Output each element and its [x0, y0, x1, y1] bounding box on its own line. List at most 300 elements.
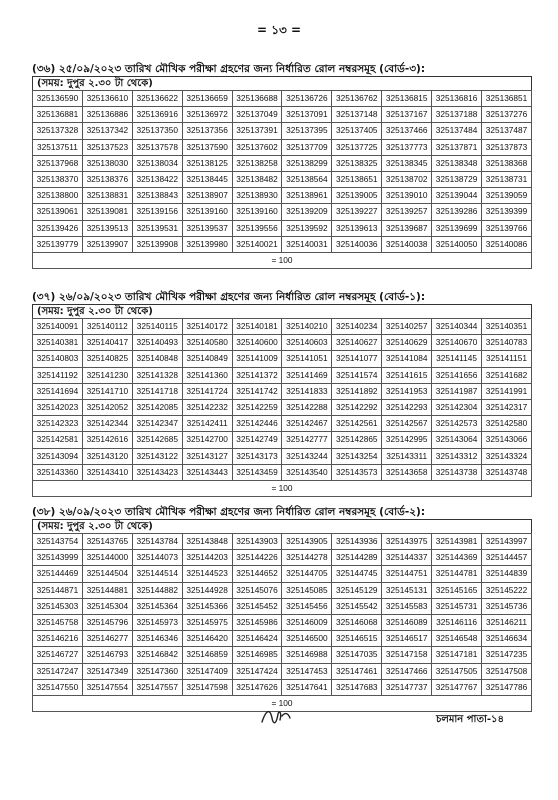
roll-number-cell: 325142573	[432, 416, 482, 432]
roll-number-cell: 325143936	[332, 534, 382, 550]
roll-number-cell: 325147349	[82, 663, 132, 679]
section-time: (সময়: দুপুর ২.৩০ টা থেকে)	[32, 304, 532, 318]
table-row	[33, 367, 532, 383]
table-row	[33, 139, 532, 155]
roll-number-cell: 325146548	[432, 631, 482, 647]
table-row	[33, 534, 532, 550]
table-row	[33, 399, 532, 415]
roll-number-cell: 325141656	[432, 367, 482, 383]
roll-number-cell: 325141372	[232, 367, 282, 383]
roll-number-cell: 325137391	[232, 123, 282, 139]
roll-number-cell: 325138258	[232, 155, 282, 171]
roll-number-cell: 325145131	[382, 582, 432, 598]
roll-number-cell: 325138370	[33, 171, 83, 187]
roll-number-cell: 325143311	[382, 448, 432, 464]
roll-number-cell: 325143903	[232, 534, 282, 550]
roll-number-cell: 325143748	[482, 464, 532, 480]
roll-number-cell: 325142232	[182, 399, 232, 415]
roll-number-cell: 325145366	[182, 598, 232, 614]
roll-number-cell: 325137968	[33, 155, 83, 171]
table-row	[33, 123, 532, 139]
roll-number-cell: 325147550	[33, 679, 83, 695]
roll-number-cell: 325143975	[382, 534, 432, 550]
roll-number-cell: 325146517	[382, 631, 432, 647]
roll-number-cell: 325138729	[432, 171, 482, 187]
roll-number-cell: 325145583	[382, 598, 432, 614]
roll-number-cell: 325146211	[482, 614, 532, 630]
roll-number-cell: 325147247	[33, 663, 83, 679]
roll-section-37	[32, 291, 532, 497]
roll-number-cell: 325142293	[382, 399, 432, 415]
table-row	[33, 171, 532, 187]
roll-number-cell: 325142052	[82, 399, 132, 415]
roll-number-cell: 325140181	[232, 319, 282, 335]
roll-number-cell: 325146346	[132, 631, 182, 647]
roll-number-cell: 325143981	[432, 534, 482, 550]
roll-number-cell: 325145736	[482, 598, 532, 614]
roll-number-cell: 325142995	[382, 432, 432, 448]
roll-number-cell: 325144871	[33, 582, 83, 598]
roll-number-cell: 325144000	[82, 550, 132, 566]
roll-number-cell: 325137487	[482, 123, 532, 139]
roll-number-cell: 325138930	[232, 188, 282, 204]
roll-number-cell: 325142865	[332, 432, 382, 448]
roll-number-cell: 325139513	[82, 220, 132, 236]
roll-number-cell: 325142777	[282, 432, 332, 448]
roll-number-cell: 325136886	[82, 107, 132, 123]
roll-number-cell: 325145758	[33, 614, 83, 630]
table-row	[33, 598, 532, 614]
roll-number-cell: 325138651	[332, 171, 382, 187]
roll-number-cell: 325140115	[132, 319, 182, 335]
roll-number-cell: 325141192	[33, 367, 83, 383]
roll-number-cell: 325147557	[132, 679, 182, 695]
roll-number-cell: 325146500	[282, 631, 332, 647]
roll-number-cell: 325138299	[282, 155, 332, 171]
roll-number-cell: 325144337	[382, 550, 432, 566]
roll-number-cell: 325143459	[232, 464, 282, 480]
table-row	[33, 335, 532, 351]
roll-number-cell: 325136726	[282, 91, 332, 107]
table-row	[33, 416, 532, 432]
roll-number-cell: 325141694	[33, 383, 83, 399]
roll-number-cell: 325145542	[332, 598, 382, 614]
roll-number-cell: 325139613	[332, 220, 382, 236]
roll-number-cell: 325142581	[33, 432, 83, 448]
roll-number-cell: 325139044	[432, 188, 482, 204]
roll-number-cell: 325146985	[232, 647, 282, 663]
roll-number-cell: 325147235	[482, 647, 532, 663]
roll-number-cell: 325143573	[332, 464, 382, 480]
roll-number-cell: 325146859	[182, 647, 232, 663]
table-row	[33, 550, 532, 566]
roll-number-cell: 325138345	[382, 155, 432, 171]
roll-number-cell: 325143997	[482, 534, 532, 550]
roll-number-cell: 325140600	[232, 335, 282, 351]
roll-number-cell: 325147409	[182, 663, 232, 679]
roll-number-cell: 325141574	[332, 367, 382, 383]
roll-number-cell: 325140257	[382, 319, 432, 335]
roll-number-cell: 325137091	[282, 107, 332, 123]
table-row	[33, 220, 532, 236]
roll-number-cell: 325139160	[182, 204, 232, 220]
roll-number-cell: 325139010	[382, 188, 432, 204]
roll-number-cell: 325138800	[33, 188, 83, 204]
roll-number-cell: 325147737	[382, 679, 432, 695]
roll-number-cell: 325138731	[482, 171, 532, 187]
roll-number-cell: 325141360	[182, 367, 232, 383]
roll-number-cell: 325144504	[82, 566, 132, 582]
roll-number-cell: 325147554	[82, 679, 132, 695]
roll-number-cell: 325136916	[132, 107, 182, 123]
roll-number-cell: 325141009	[232, 351, 282, 367]
roll-number-cell: 325137871	[432, 139, 482, 155]
roll-number-cell: 325141230	[82, 367, 132, 383]
section-title: (৩৮) ২৬/০৯/২০২৩ তারিখ মৌখিক পরীক্ষা গ্রহণের জন্য নির্ধারিত রোল নম্বরসমূহ (বোর্ড-২):	[32, 506, 426, 518]
roll-number-cell: 325136590	[33, 91, 83, 107]
roll-number-cell: 325139156	[132, 204, 182, 220]
roll-number-cell: 325144882	[132, 582, 182, 598]
roll-number-cell: 325143738	[432, 464, 482, 480]
roll-number-cell: 325147683	[332, 679, 382, 695]
roll-number-cell: 325142446	[232, 416, 282, 432]
roll-number-cell: 325140112	[82, 319, 132, 335]
roll-number-cell: 325137466	[382, 123, 432, 139]
roll-number-cell: 325139687	[382, 220, 432, 236]
roll-number-cell: 325141077	[332, 351, 382, 367]
roll-number-cell: 325146277	[82, 631, 132, 647]
roll-number-cell: 325144369	[432, 550, 482, 566]
roll-number-cell: 325146634	[482, 631, 532, 647]
roll-number-cell: 325145731	[432, 598, 482, 614]
section-time: (সময়: দুপুর ২.৩০ টা থেকে)	[32, 519, 532, 533]
roll-number-cell: 325140670	[432, 335, 482, 351]
table-row	[33, 448, 532, 464]
roll-number-cell: 325147158	[382, 647, 432, 663]
roll-number-cell: 325143999	[33, 550, 83, 566]
roll-number-cell: 325142259	[232, 399, 282, 415]
roll-number-cell: 325142411	[182, 416, 232, 432]
roll-number-cell: 325140493	[132, 335, 182, 351]
roll-number-cell: 325140848	[132, 351, 182, 367]
roll-number-cell: 325145222	[482, 582, 532, 598]
roll-number-cell: 325138702	[382, 171, 432, 187]
roll-number-cell: 325145796	[82, 614, 132, 630]
roll-number-cell: 325146089	[382, 614, 432, 630]
roll-number-cell: 325137328	[33, 123, 83, 139]
roll-number-cell: 325140627	[332, 335, 382, 351]
table-row	[33, 663, 532, 679]
roll-number-cell: 325137049	[232, 107, 282, 123]
roll-number-cell: 325138445	[182, 171, 232, 187]
roll-number-cell: 325143064	[432, 432, 482, 448]
roll-number-cell: 325140417	[82, 335, 132, 351]
roll-number-cell: 325137188	[432, 107, 482, 123]
roll-number-cell: 325146793	[82, 647, 132, 663]
roll-number-cell: 325143254	[332, 448, 382, 464]
roll-number-cell: 325137511	[33, 139, 83, 155]
roll-number-cell: 325145364	[132, 598, 182, 614]
roll-number-cell: 325143443	[182, 464, 232, 480]
roll-number-cell: 325140849	[182, 351, 232, 367]
roll-number-cell: 325140086	[482, 236, 532, 252]
roll-number-cell: 325137602	[232, 139, 282, 155]
table-row	[33, 236, 532, 252]
roll-number-cell: 325142023	[33, 399, 83, 415]
roll-number-cell: 325137578	[132, 139, 182, 155]
roll-number-cell: 325142317	[482, 399, 532, 415]
roll-number-cell: 325143754	[33, 534, 83, 550]
roll-number-cell: 325144745	[332, 566, 382, 582]
roll-number-cell: 325136659	[182, 91, 232, 107]
roll-number-cell: 325137484	[432, 123, 482, 139]
section-time: (সময়: দুপুর ২.৩০ টা থেকে)	[32, 76, 532, 90]
roll-number-cell: 325139556	[232, 220, 282, 236]
roll-number-cell: 325136881	[33, 107, 83, 123]
roll-number-cell: 325146116	[432, 614, 482, 630]
total-count: = 100	[33, 480, 532, 496]
roll-number-cell: 325147453	[282, 663, 332, 679]
roll-number-cell: 325140210	[282, 319, 332, 335]
roll-number-cell: 325146842	[132, 647, 182, 663]
roll-number-cell: 325141051	[282, 351, 332, 367]
total-row	[33, 252, 532, 268]
table-row	[33, 155, 532, 171]
roll-number-cell: 325144073	[132, 550, 182, 566]
roll-number-cell: 325140036	[332, 236, 382, 252]
roll-number-cell: 325140172	[182, 319, 232, 335]
roll-number-cell: 325142347	[132, 416, 182, 432]
roll-number-cell: 325142580	[482, 416, 532, 432]
table-row	[33, 383, 532, 399]
roll-number-cell: 325143120	[82, 448, 132, 464]
roll-number-cell: 325141615	[382, 367, 432, 383]
roll-number-cell: 325146424	[232, 631, 282, 647]
roll-number-cell: 325142700	[182, 432, 232, 448]
roll-number-cell: 325136610	[82, 91, 132, 107]
roll-number-cell: 325144928	[182, 582, 232, 598]
roll-number-cell: 325147626	[232, 679, 282, 695]
roll-section-38	[32, 506, 532, 712]
roll-number-cell: 325138422	[132, 171, 182, 187]
roll-number-cell: 325141742	[232, 383, 282, 399]
roll-number-cell: 325146420	[182, 631, 232, 647]
table-row	[33, 582, 532, 598]
roll-number-cell: 325140234	[332, 319, 382, 335]
roll-section-36	[32, 63, 532, 269]
roll-number-cell: 325145452	[232, 598, 282, 614]
roll-number-cell: 325139537	[182, 220, 232, 236]
roll-number-cell: 325137276	[482, 107, 532, 123]
roll-number-cell: 325143905	[282, 534, 332, 550]
roll-number-cell: 325143423	[132, 464, 182, 480]
roll-number-cell: 325140803	[33, 351, 83, 367]
roll-number-cell: 325146009	[282, 614, 332, 630]
roll-number-cell: 325139399	[482, 204, 532, 220]
roll-number-cell: 325147598	[182, 679, 232, 695]
roll-number-cell: 325144203	[182, 550, 232, 566]
roll-number-cell: 325139227	[332, 204, 382, 220]
table-row	[33, 432, 532, 448]
roll-number-cell: 325143658	[382, 464, 432, 480]
roll-number-cell: 325144781	[432, 566, 482, 582]
table-row	[33, 679, 532, 695]
roll-number-cell: 325143066	[482, 432, 532, 448]
roll-number-cell: 325141145	[432, 351, 482, 367]
roll-number-cell: 325140031	[282, 236, 332, 252]
roll-number-cell: 325142085	[132, 399, 182, 415]
roll-number-cell: 325139699	[432, 220, 482, 236]
roll-number-cell: 325143848	[182, 534, 232, 550]
roll-number-cell: 325147786	[482, 679, 532, 695]
roll-number-cell: 325138034	[132, 155, 182, 171]
roll-number-cell: 325141953	[382, 383, 432, 399]
roll-number-cell: 325142567	[382, 416, 432, 432]
table-row	[33, 647, 532, 663]
roll-number-cell: 325140580	[182, 335, 232, 351]
roll-number-cell: 325137356	[182, 123, 232, 139]
roll-number-cell: 325143127	[182, 448, 232, 464]
roll-number-cell: 325141151	[482, 351, 532, 367]
roll-number-cell: 325141892	[332, 383, 382, 399]
roll-number-cell: 325136762	[332, 91, 382, 107]
table-row	[33, 464, 532, 480]
roll-table	[32, 90, 532, 269]
roll-number-cell: 325143173	[232, 448, 282, 464]
roll-number-cell: 325137395	[282, 123, 332, 139]
roll-number-cell: 325141991	[482, 383, 532, 399]
roll-number-cell: 325147360	[132, 663, 182, 679]
roll-number-cell: 325136622	[132, 91, 182, 107]
section-title: (৩৬) ২৫/০৯/২০২৩ তারিখ মৌখিক পরীক্ষা গ্রহণের জন্য নির্ধারিত রোল নম্বরসমূহ (বোর্ড-৩):	[32, 63, 426, 75]
roll-number-cell: 325140783	[482, 335, 532, 351]
roll-number-cell: 325145986	[232, 614, 282, 630]
roll-number-cell: 325137148	[332, 107, 382, 123]
roll-number-cell: 325147767	[432, 679, 482, 695]
roll-number-cell: 325137523	[82, 139, 132, 155]
roll-number-cell: 325147461	[332, 663, 382, 679]
roll-number-cell: 325144514	[132, 566, 182, 582]
roll-number-cell: 325139980	[182, 236, 232, 252]
roll-number-cell: 325139059	[482, 188, 532, 204]
roll-number-cell: 325141987	[432, 383, 482, 399]
table-row	[33, 107, 532, 123]
roll-number-cell: 325145975	[182, 614, 232, 630]
roll-number-cell: 325139160	[232, 204, 282, 220]
roll-number-cell: 325138125	[182, 155, 232, 171]
roll-number-cell: 325147035	[332, 647, 382, 663]
roll-number-cell: 325142616	[82, 432, 132, 448]
roll-number-cell: 325141718	[132, 383, 182, 399]
roll-number-cell: 325139061	[33, 204, 83, 220]
roll-number-cell: 325137873	[482, 139, 532, 155]
roll-number-cell: 325144469	[33, 566, 83, 582]
roll-table	[32, 318, 532, 497]
roll-number-cell: 325144751	[382, 566, 432, 582]
roll-number-cell: 325147424	[232, 663, 282, 679]
table-row	[33, 631, 532, 647]
roll-number-cell: 325143360	[33, 464, 83, 480]
section-title: (৩৭) ২৬/০৯/২০২৩ তারিখ মৌখিক পরীক্ষা গ্রহণের জন্য নির্ধারিত রোল নম্বরসমূহ (বোর্ড-১):	[32, 291, 426, 303]
roll-number-cell: 325141469	[282, 367, 332, 383]
roll-number-cell: 325141682	[482, 367, 532, 383]
roll-number-cell: 325139286	[432, 204, 482, 220]
roll-number-cell: 325147641	[282, 679, 332, 695]
roll-number-cell: 325137350	[132, 123, 182, 139]
roll-number-cell: 325144523	[182, 566, 232, 582]
roll-number-cell: 325140091	[33, 319, 83, 335]
roll-number-cell: 325136851	[482, 91, 532, 107]
table-row	[33, 319, 532, 335]
table-row	[33, 614, 532, 630]
roll-number-cell: 325138348	[432, 155, 482, 171]
roll-number-cell: 325144289	[332, 550, 382, 566]
roll-number-cell: 325140603	[282, 335, 332, 351]
roll-number-cell: 325139779	[33, 236, 83, 252]
roll-number-cell: 325138368	[482, 155, 532, 171]
roll-number-cell: 325145304	[82, 598, 132, 614]
roll-number-cell: 325137709	[282, 139, 332, 155]
roll-number-cell: 325147466	[382, 663, 432, 679]
roll-number-cell: 325144226	[232, 550, 282, 566]
roll-number-cell: 325136972	[182, 107, 232, 123]
roll-number-cell: 325136688	[232, 91, 282, 107]
roll-number-cell: 325144652	[232, 566, 282, 582]
total-count: = 100	[33, 695, 532, 711]
roll-number-cell: 325137405	[332, 123, 382, 139]
roll-number-cell: 325143122	[132, 448, 182, 464]
table-row	[33, 91, 532, 107]
table-row	[33, 188, 532, 204]
roll-number-cell: 325147505	[432, 663, 482, 679]
roll-number-cell: 325139209	[282, 204, 332, 220]
roll-number-cell: 325143094	[33, 448, 83, 464]
roll-number-cell: 325145129	[332, 582, 382, 598]
roll-number-cell: 325141833	[282, 383, 332, 399]
roll-number-cell: 325144278	[282, 550, 332, 566]
roll-number-cell: 325137342	[82, 123, 132, 139]
roll-number-cell: 325146216	[33, 631, 83, 647]
table-row	[33, 204, 532, 220]
total-row	[33, 480, 532, 496]
roll-number-cell: 325140351	[482, 319, 532, 335]
roll-number-cell: 325142344	[82, 416, 132, 432]
roll-number-cell: 325145973	[132, 614, 182, 630]
roll-number-cell: 325137725	[332, 139, 382, 155]
signature-icon	[258, 704, 294, 730]
roll-number-cell: 325140050	[432, 236, 482, 252]
roll-number-cell: 325136816	[432, 91, 482, 107]
roll-number-cell: 325141328	[132, 367, 182, 383]
roll-number-cell: 325138564	[282, 171, 332, 187]
roll-number-cell: 325137590	[182, 139, 232, 155]
roll-number-cell: 325146727	[33, 647, 83, 663]
roll-number-cell: 325138907	[182, 188, 232, 204]
roll-number-cell: 325147181	[432, 647, 482, 663]
roll-number-cell: 325139908	[132, 236, 182, 252]
roll-number-cell: 325143765	[82, 534, 132, 550]
roll-number-cell: 325140038	[382, 236, 432, 252]
roll-number-cell: 325138376	[82, 171, 132, 187]
roll-number-cell: 325142561	[332, 416, 382, 432]
roll-number-cell: 325141724	[182, 383, 232, 399]
roll-number-cell: 325137167	[382, 107, 432, 123]
roll-number-cell: 325139766	[482, 220, 532, 236]
roll-number-cell: 325144881	[82, 582, 132, 598]
roll-number-cell: 325140021	[232, 236, 282, 252]
roll-number-cell: 325143312	[432, 448, 482, 464]
roll-number-cell: 325141710	[82, 383, 132, 399]
